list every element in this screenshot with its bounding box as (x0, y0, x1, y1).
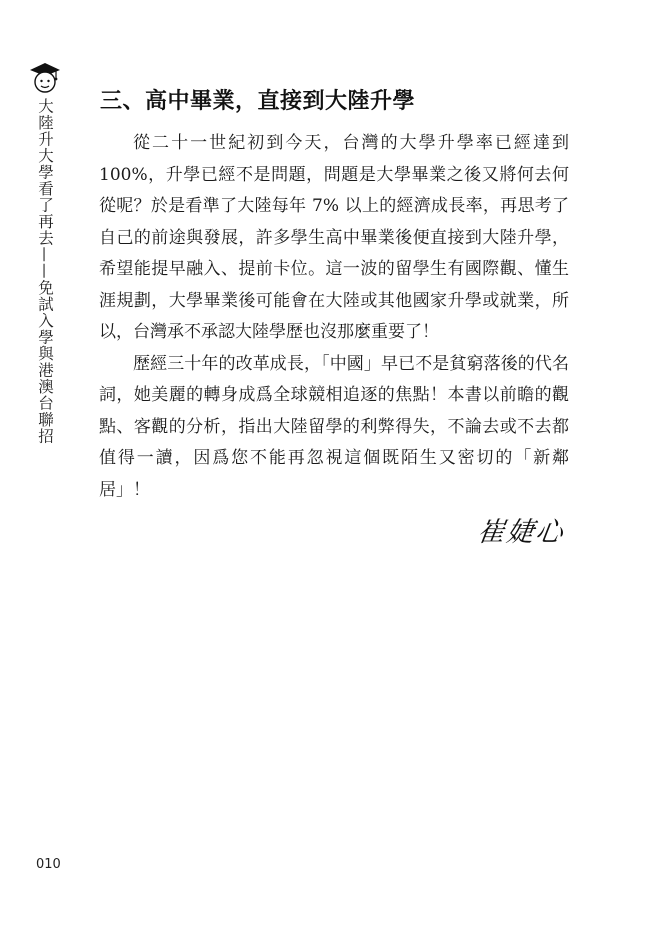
graduate-mascot-icon (28, 60, 62, 96)
body-text (99, 128, 569, 506)
paragraph-1: 從二十一世紀初到今天，台灣的大學升學率已經達到100%，升學已經不是問題，問題是大學畢業之後又將何去何從呢？於是看準了大陸每年 7% 以上的經濟成長率，再思考了自己的前途與發展，許多學生高中畢業後便直接到大陸升學，希望能提早融入、提前卡位。這一波的留學生有國際觀、懂生涯規劃，大學畢業後可能會在大陸或其他國家升學或就業，所以，台灣承不承認大陸學歷也沒那麼重要了！ (99, 133, 569, 342)
page-number: 010 (36, 857, 61, 872)
author-signature: 崔婕心 (475, 517, 567, 548)
running-title: 大陸升大學看了再去——免試入學與港澳台聯招 (36, 98, 54, 445)
paragraph-2: 歷經三十年的改革成長，「中國」早已不是貧窮落後的代名詞，她美麗的轉身成爲全球競相追逐的焦點！本書以前瞻的觀點、客觀的分析，指出大陸留學的利弊得失，不論去或不去都值得一讀，因爲您不能再忽視這個既陌生又密切的「新鄰居」！ (99, 353, 569, 500)
section-heading: 三、高中畢業，直接到大陸升學 (100, 89, 416, 114)
